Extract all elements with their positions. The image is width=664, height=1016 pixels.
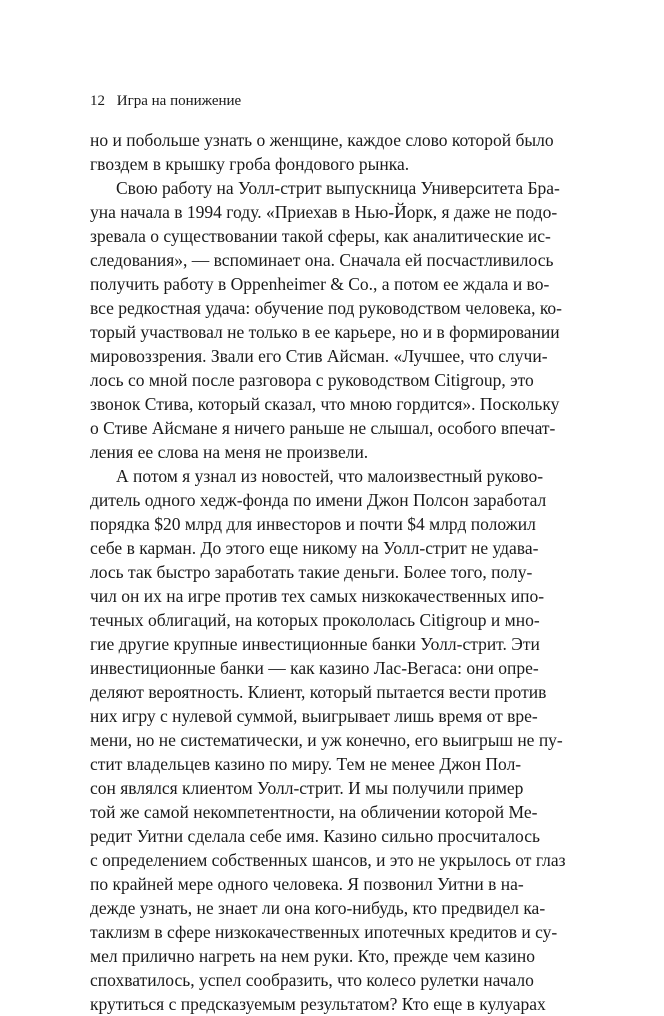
- text-line: спохватилось, успел сообразить, что колесо рулетки начало: [90, 970, 534, 990]
- text-line: гие другие крупные инвестиционные банки Уолл-стрит. Эти: [90, 634, 540, 654]
- text-line: порядка $20 млрд для инвесторов и почти $4 млрд положил: [90, 514, 536, 534]
- text-line: дежде узнать, не знает ли она кого-нибудь, кто предвидел ка-: [90, 898, 546, 918]
- text-line: инвестиционные банки — как казино Лас-Вегаса: они опре-: [90, 658, 539, 678]
- text-line: деляют вероятность. Клиент, который пытается вести против: [90, 682, 547, 702]
- text-line: дитель одного хедж-фонда по имени Джон Полсон заработал: [90, 490, 547, 510]
- text-line: зревала о существовании такой сферы, как аналитические ис-: [90, 226, 551, 246]
- text-line: лось со мной после разговора с руководством Citigroup, это: [90, 370, 534, 390]
- page-number: 12: [90, 93, 105, 109]
- text-line: о Стиве Айсмане я ничего раньше не слышал, особого впечат-: [90, 418, 556, 438]
- text-line: лось так быстро заработать такие деньги. Более того, полу-: [90, 562, 533, 582]
- text-line: стит владельцев казино по миру. Тем не менее Джон Пол-: [90, 754, 522, 774]
- text-line: звонок Стива, который сказал, что мною гордится». Поскольку: [90, 394, 560, 414]
- text-line: получить работу в Oppenheimer & Co., а потом ее ждала и во-: [90, 274, 550, 294]
- text-line: течных облигаций, на которых прокололась Citigroup и мно-: [90, 610, 540, 630]
- text-line: чил он их на игре против тех самых низкокачественных ипо-: [90, 586, 545, 606]
- text-line: гвоздем в крышку гроба фондового рынка.: [90, 154, 410, 174]
- text-line: них игру с нулевой суммой, выигрывает лишь время от вре-: [90, 706, 538, 726]
- text-line: торый участвовал не только в ее карьере, но и в формировании: [90, 322, 560, 342]
- running-header: [90, 91, 241, 111]
- text-line: крутиться с предсказуемым результатом? Кто еще в кулуарах: [90, 994, 546, 1014]
- text-line: мени, но не систематически, и уж конечно, его выигрыш не пу-: [90, 730, 563, 750]
- text-line: все редкостная удача: обучение под руководством человека, ко-: [90, 298, 563, 318]
- text-line: мировоззрения. Звали его Стив Айсман. «Лучшее, что случи-: [90, 346, 548, 366]
- text-line: уна начала в 1994 году. «Приехав в Нью-Йорк, я даже не подо-: [90, 202, 558, 222]
- text-line: но и побольше узнать о женщине, каждое слово которой было: [90, 130, 554, 150]
- text-line: редит Уитни сделала себе имя. Казино сильно просчиталось: [90, 826, 540, 846]
- text-line: мел прилично нагреть на нем руки. Кто, прежде чем казино: [90, 946, 535, 966]
- text-line: себе в карман. До этого еще никому на Уолл-стрит не удава-: [90, 538, 539, 558]
- body-text: [90, 128, 570, 1016]
- text-line: А потом я узнал из новостей, что малоизвестный руково-: [116, 466, 544, 486]
- text-line: следования», — вспоминает она. Сначала ей посчастливилось: [90, 250, 554, 270]
- text-line: той же самой некомпетентности, на обличении которой Ме-: [90, 802, 538, 822]
- text-line: таклизм в сфере низкокачественных ипотечных кредитов и су-: [90, 922, 558, 942]
- text-line: Свою работу на Уолл-стрит выпускница Университета Бра-: [116, 178, 560, 198]
- text-line: по крайней мере одного человека. Я позвонил Уитни в на-: [90, 874, 524, 894]
- text-line: ления ее слова на меня не произвели.: [90, 442, 369, 462]
- text-line: сон являлся клиентом Уолл-стрит. И мы получили пример: [90, 778, 524, 798]
- running-title: Игра на понижение: [116, 93, 242, 109]
- text-line: с определением собственных шансов, и это не укрылось от глаз: [90, 850, 566, 870]
